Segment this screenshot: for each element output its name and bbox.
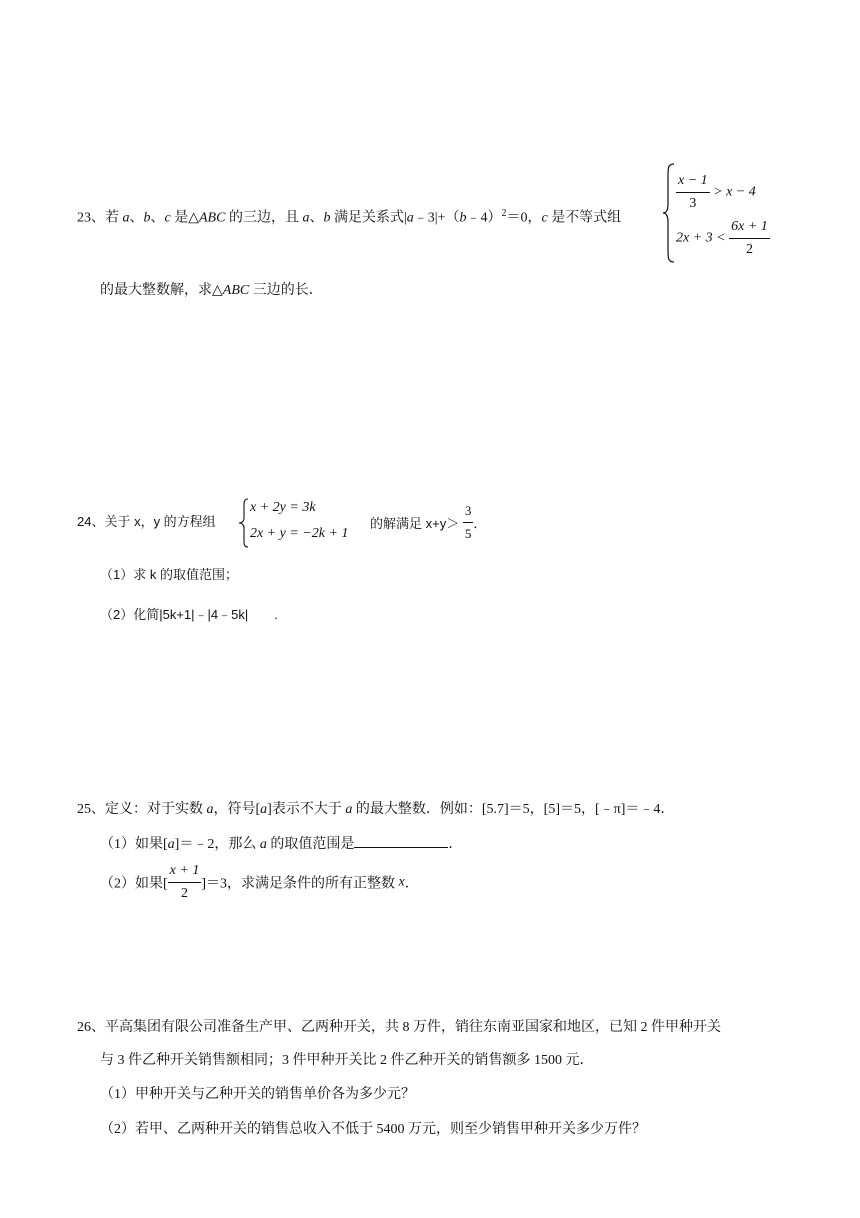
left-brace-icon — [662, 162, 676, 264]
var-b: b — [323, 210, 331, 226]
answer-blank[interactable] — [354, 833, 448, 848]
q23-line2 — [100, 281, 323, 301]
q23-text: 、 — [150, 210, 165, 226]
q25-text: （2）如果[ — [100, 876, 168, 892]
triangle-name: ABC — [199, 210, 226, 226]
denominator: 2 — [745, 242, 753, 257]
triangle-name: ABC — [222, 283, 250, 298]
q26-part1 — [100, 1085, 415, 1105]
q23-text: ﹣3|+（ — [413, 210, 460, 226]
var-x: x — [398, 874, 405, 890]
q24-part2 — [100, 605, 278, 625]
numerator: x − 1 — [676, 170, 710, 193]
q23-text: 满足关系式| — [330, 210, 407, 226]
q25-text: ]＝﹣2，那么 — [174, 837, 260, 852]
q25-line1 — [77, 800, 674, 820]
q25-text: （1）如果[ — [100, 837, 168, 852]
fraction — [729, 216, 770, 261]
fraction — [463, 500, 474, 545]
q25-text: ． — [404, 876, 419, 892]
system-eq-1 — [250, 500, 316, 516]
q26-part-text: （1）甲种开关与乙种开关的销售单价各为多少元？ — [100, 1087, 415, 1102]
q25-text: ，符号[ — [213, 802, 261, 817]
denominator: 5 — [464, 526, 472, 541]
var-a: a — [167, 837, 175, 852]
q26-part-text: （2）若甲、乙两种开关的销售总收入不低于 5400 万元，则至少销售甲种开关多少万件？ — [100, 1122, 646, 1137]
var-a: a — [122, 210, 130, 226]
q24-text: ． — [473, 516, 487, 531]
q26-line1 — [77, 1018, 721, 1038]
var-c: c — [164, 210, 171, 226]
numerator: 3 — [463, 500, 474, 523]
system-brace — [238, 498, 250, 552]
var-b: b — [459, 210, 467, 226]
q25-part1 — [100, 833, 462, 855]
var-c: c — [541, 210, 548, 226]
var-a: a — [302, 210, 310, 226]
fraction — [168, 860, 202, 905]
q24-text: 24、关于 x，y 的方程组 — [77, 514, 216, 529]
equation: x + 2y = 3k — [250, 500, 316, 515]
var-b: b — [143, 210, 151, 226]
q23-text: 是△ — [170, 210, 199, 226]
q24-line1 — [77, 512, 216, 532]
q26-part2 — [100, 1120, 646, 1140]
q25-part2 — [100, 860, 419, 905]
q23-text: ＝0， — [506, 210, 542, 226]
q23-line1 — [77, 204, 621, 229]
q23-text: ﹣4） — [466, 210, 502, 226]
system-eq-2 — [250, 526, 348, 542]
q23-text: 是不等式组 — [547, 210, 622, 226]
system-row-2 — [676, 216, 770, 261]
q24-text: 的解满足 x+y＞ — [370, 516, 460, 531]
q23-text: 的最大整数解，求△ — [100, 283, 223, 298]
q25-text: ． — [448, 837, 463, 852]
q25-text: 的取值范围是 — [266, 837, 355, 852]
q23-text: 的三边，且 — [225, 210, 303, 226]
equation: 2x + y = −2k + 1 — [250, 526, 349, 541]
q25-text: ]＝3，求满足条件的所有正整数 — [201, 876, 399, 892]
q25-text: 的最大整数．例如：[5.7]＝5，[5]＝5，[﹣π]＝﹣4． — [352, 802, 675, 817]
fraction — [676, 170, 710, 215]
q24-part-text: （2）化简|5k+1|﹣|4﹣5k| . — [100, 607, 278, 622]
numerator: x + 1 — [168, 860, 202, 883]
var-a: a — [406, 210, 414, 226]
system-brace — [662, 162, 676, 268]
var-a: a — [259, 837, 267, 852]
denominator: 2 — [181, 886, 188, 901]
q24-condition — [370, 500, 486, 545]
q24-part1 — [100, 565, 238, 585]
var-a: a — [345, 802, 353, 817]
q26-text: 26、平高集团有限公司准备生产甲、乙两种开关，共 8 万件，销往东南亚国家和地区，已知 2 件甲种开关 — [77, 1020, 721, 1035]
left-brace-icon — [238, 498, 250, 548]
var-a: a — [260, 802, 268, 817]
q24-part-text: （1）求 k 的取值范围； — [100, 567, 238, 582]
exponent: 2 — [501, 208, 507, 219]
q23-text: 、 — [129, 210, 144, 226]
q23-text: 三边的长． — [249, 283, 323, 298]
q23-text: 、 — [309, 210, 324, 226]
inequality-text: 2x + 3 < — [676, 230, 726, 246]
numerator: 6x + 1 — [729, 216, 770, 239]
q26-line2 — [100, 1051, 594, 1071]
q25-text: 25、定义：对于实数 — [77, 802, 207, 817]
q23-number: 23、若 — [77, 210, 123, 226]
q26-text: 与 3 件乙种开关销售额相同；3 件甲种开关比 2 件乙种开关的销售额多 1500 元． — [100, 1053, 594, 1068]
inequality-text: > x − 4 — [713, 184, 756, 200]
system-row-1 — [676, 170, 756, 215]
q25-text: ]表示不大于 — [267, 802, 346, 817]
var-a: a — [206, 802, 214, 817]
denominator: 3 — [689, 196, 697, 211]
